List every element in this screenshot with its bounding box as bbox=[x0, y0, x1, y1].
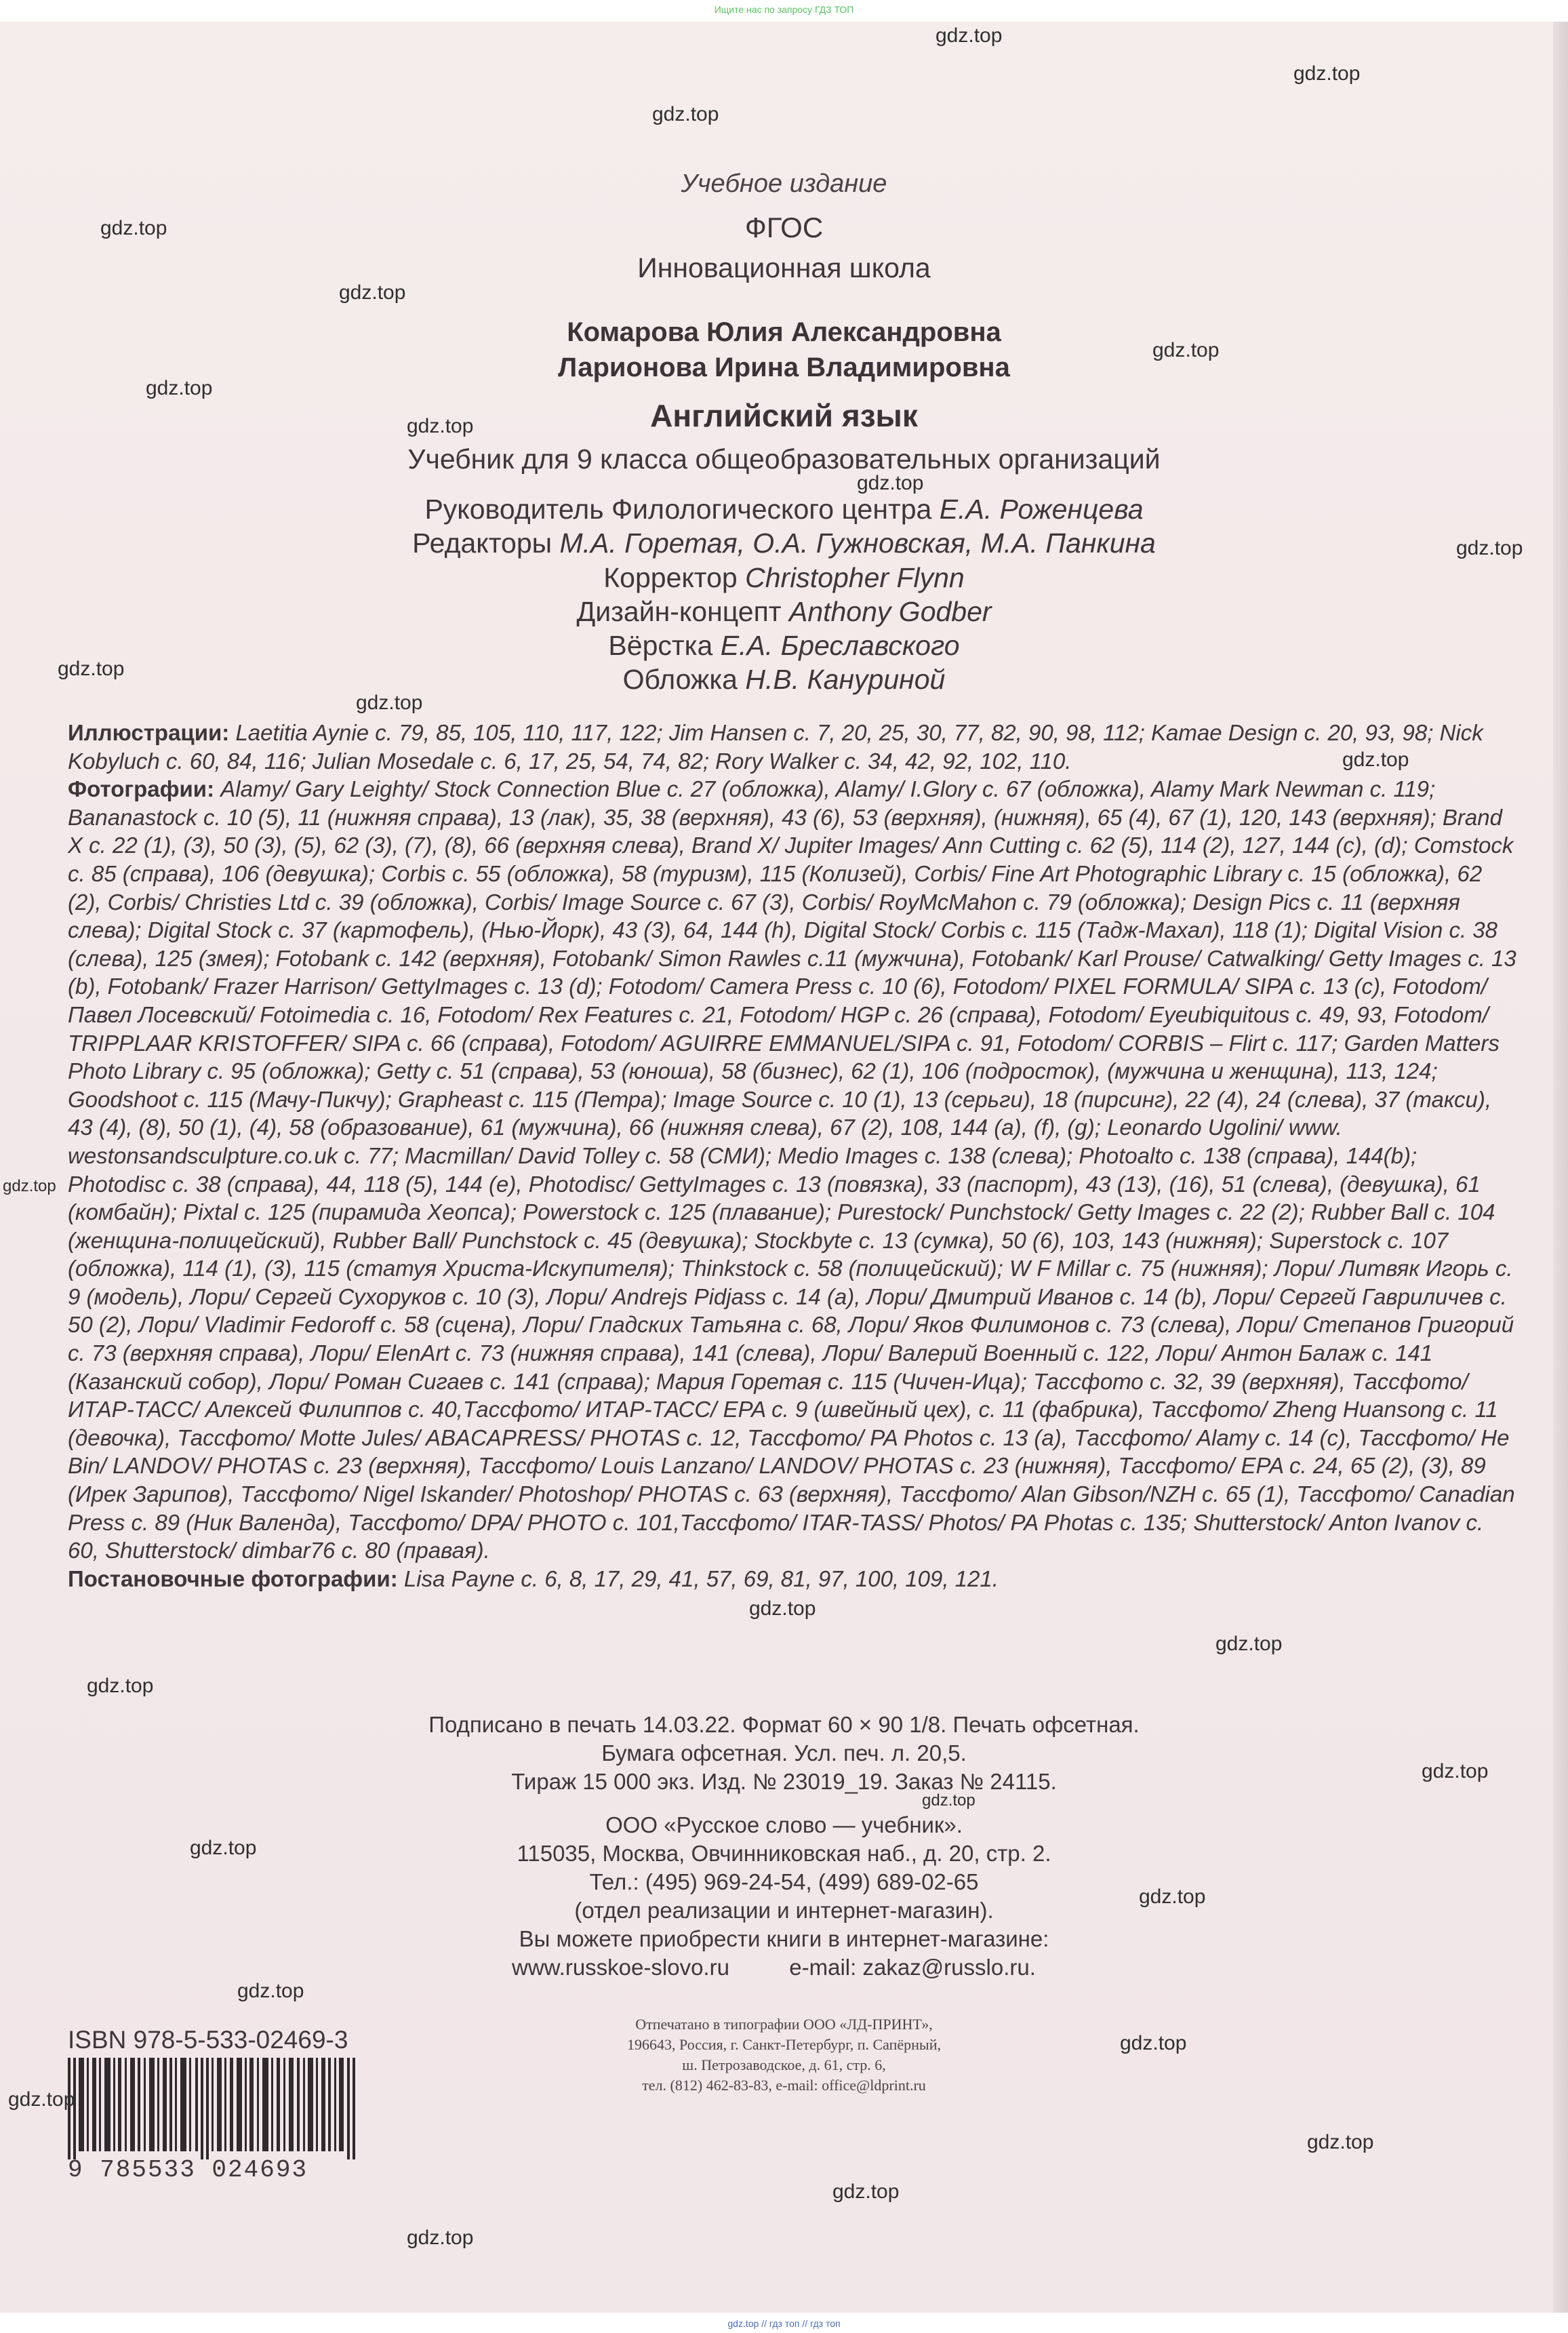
staff-names: Е.А. Бреславского bbox=[720, 630, 960, 661]
credits-block bbox=[68, 719, 1519, 1593]
publisher-dept: (отдел реализации и интернет-магазин). bbox=[574, 1898, 994, 1923]
staff-row bbox=[0, 562, 1568, 594]
watermark-link[interactable]: gdz.top bbox=[1307, 2131, 1374, 2153]
staff-row bbox=[0, 630, 1568, 662]
photos-text: Alamy/ Gary Leighty/ Stock Connection Blue c. 27 (обложка), Alamy/ I.Glory c. 67 (обложка), Alamy Mark Newman c. 119; Bananastock c. 10 (5), 11 (нижняя справа), 13 (лак), 35, 38 (верхняя), 43 (6), 53 (верхняя), (нижняя), 65 (4), 67 (1), 120, 143 (верхняя); Brand X c. 22 (1), (3), 50 (3), (5), 62 (3), (7), (8), 66 (верхняя слева), Brand X/ Jupiter Images/ Ann Cutting c. 62 (5), 114 (2), 127, 144 (c), (d); Comstock c. 85 (справа), 106 (девушка); Corbis c. 55 (обложка), 58 (туризм), 115 (Колизей), Corbis/ Fine Art Photographic Library c. 15 (обложка), 62 (2), Corbis/ Christies Ltd c. 39 (обложка), Corbis/ Image Source c. 67 (3), Corbis/ RoyMcMahon c. 79 (обложка); Design Pics c. 11 (верхняя слева); Digital Stock c. 37 (картофель), (Нью-Йорк), 43 (3), 64, 144 (h), Digital Stock/ Corbis c. 115 (Тадж-Махал), 118 (1); Digital Vision c. 38 (слева), 125 (змея); Fotobank c. 142 (верхняя), Fotobank/ Simon Rawles c.11 (мужчина), Fotobank/ Karl Prouse/ Catwalking/ Getty Images c. 13 (b), Fotobank/ Frazer Harrison/ GettyImages c. 13 (d); Fotodom/ Camera Press c. 10 (6), Fotodom/ PIXEL FORMULA/ SIPA c. 13 (c), Fotodom/ Павел Лосевский/ Fotoimedia c. 16, Fotodom/ Rex Features c. 21, Fotodom/ HGP c. 26 (справа), Fotodom/ Eyeubiquitous c. 49, 93, Fotodom/ TRIPPLAAR KRISTOFFER/ SIPA c. 66 (справа), Fotodom/ AGUIRRE EMMANUEL/SIPA c. 91, Fotodom/ CORBIS – Flirt c. 117; Garden Matters Photo Library c. 95 (обложка); Getty c. 51 (справа), 53 (юноша), 58 (бизнес), 62 (1), 106 (подросток), (мужчина и женщина), 113, 124; Goodshoot c. 115 (Мачу-Пикчу); Grapheast c. 115 (Петра); Image Source c. 10 (1), 13 (серьги), 18 (пирсинг), 22 (4), 24 (слева), 37 (такси), 43 (4), (8), 50 (1), (4), 58 (образование), 61 (мужчина), 66 (нижняя слева), 67 (2), 108, 144 (a), (f), (g); Leonardo Ugolini/ www. westonsandsculpture.co.uk c. 77; Macmillan/ David Tolley c. 58 (СМИ); Medio Images c. 138 (слева); Photoalto c. 138 (справа), 144(b); Photodisc c. 38 (справа), 44, 118 (5), 144 (e), Photodisc/ GettyImages c. 13 (повязка), 33 (паспорт), 43 (13), (16), 51 (слева), (девушка), 61 (комбайн); Pixtal c. 125 (пирамида Хеопса); Powerstock c. 125 (плавание); Purestock/ Punchstock/ Getty Images c. 22 (2); Rubber Ball c. 104 (женщина-полицейский), Rubber Ball/ Punchstock c. 45 (девушка); Stockbyte c. 13 (сумка), 50 (6), 103, 143 (нижняя); Superstock c. 107 (обложка), 114 (1), (3), 115 (статуя Христа-Искупителя); Thinkstock c. 58 (полицейский); W F Millar c. 75 (нижняя); Лори/ Литвяк Игорь с. 9 (модель), Лори/ Сергей Сухоруков с. 10 (3), Лори/ Andrejs Pidjass c. 14 (a), Лори/ Дмитрий Иванов с. 14 (b), Лори/ Сергей Гавриличев с. 50 (2), Лори/ Vladimir Fedoroff c. 58 (сцена), Лори/ Гладских Татьяна с. 68, Лори/ Яков Филимонов с. 73 (слева), Лори/ Степанов Григорий с. 73 (верхняя справа), Лори/ ElenArt c. 73 (нижняя справа), 141 (слева), Лори/ Валерий Военный с. 122, Лори/ Антон Балаж с. 141 (Казанский собор), Лори/ Роман Сигаев с. 141 (справа); Мария Горетая с. 115 (Чичен-Ица); Тассфото с. 32, 39 (верхняя), Тассфото/ ИТАР-ТАСС/ Алексей Филиппов с. 40,Тассфото/ ИТАР-ТАСС/ EPA c. 9 (швейный цех), с. 11 (фабрика), Тассфото/ Zheng Huansong c. 11 (девочка), Тассфото/ Motte Jules/ ABACAPRESS/ PHOTAS c. 12, Тассфото/ PA Photos c. 13 (a), Тассфото/ Alamy c. 14 (c), Тассфото/ He Bin/ LANDOV/ PHOTAS c. 23 (верхняя), Тассфото/ Louis Lanzano/ LANDOV/ PHOTAS c. 23 (нижняя), Тассфото/ EPA c. 24, 65 (2), (3), 89 (Ирек Зарипов), Тассфото/ Nigel Iskander/ Photoshop/ PHOTAS c. 63 (верхняя), Тассфото/ Alan Gibson/NZH c. 65 (1), Тассфото/ Canadian Press c. 89 (Ник Валенда), Тассфото/ DPA/ PHOTO c. 101,Тассфото/ ITAR-TASS/ Photos/ PA Photas c. 135; Shutterstock/ Anton Ivanov c. 60, Shutterstock/ dimbar76 c. 80 (правая). bbox=[68, 776, 1516, 1563]
watermark-link[interactable]: gdz.top bbox=[190, 1837, 257, 1859]
illustrations-credits bbox=[68, 719, 1519, 775]
watermark-link[interactable]: gdz.top bbox=[407, 415, 474, 437]
watermark-link[interactable]: gdz.top bbox=[1422, 1760, 1489, 1782]
watermark-link[interactable]: gdz.top bbox=[936, 24, 1003, 47]
publisher-phone: Тел.: (495) 969-24-54, (499) 689-02-65 bbox=[589, 1869, 979, 1894]
staged-credits bbox=[68, 1565, 1519, 1593]
series-label: Инновационная школа bbox=[637, 252, 931, 283]
watermark-link[interactable]: gdz.top bbox=[1456, 537, 1523, 559]
illustrations-text: Laetitia Aynie c. 79, 85, 105, 110, 117, 122; Jim Hansen c. 7, 20, 25, 30, 77, 82, 90, 98, 112; Kamae Design c. 20, 93, 98; Nick Kobyluch c. 60, 84, 116; Julian Mosedale c. 6, 17, 25, 54, 74, 82; Rory Walker c. 34, 42, 92, 102, 110. bbox=[68, 720, 1483, 774]
staff-role: Корректор bbox=[603, 562, 738, 593]
watermark-link[interactable]: gdz.top bbox=[857, 472, 924, 494]
book-title: Английский язык bbox=[650, 398, 918, 433]
standard-label: ФГОС bbox=[744, 212, 824, 243]
publisher-name: ООО «Русское слово — учебник». bbox=[605, 1812, 963, 1837]
watermark-link[interactable]: gdz.top bbox=[1152, 339, 1220, 361]
staff-role: Обложка bbox=[622, 664, 738, 695]
watermark-link[interactable]: gdz.top bbox=[3, 1177, 56, 1195]
watermark-link[interactable]: gdz.top bbox=[922, 1791, 976, 1810]
staff-names: М.А. Горетая, О.А. Гужновская, М.А. Панкина bbox=[559, 527, 1156, 559]
printer-line: ш. Петрозаводское, д. 61, стр. 6, bbox=[682, 2056, 886, 2073]
page-edge bbox=[1553, 0, 1568, 2333]
photos-label: Фотографии: bbox=[68, 776, 215, 802]
staff-row bbox=[0, 527, 1568, 559]
footer-banner[interactable]: gdz.top // гдз топ // гдз топ bbox=[727, 2318, 841, 2329]
staged-text: Lisa Payne c. 6, 8, 17, 29, 41, 57, 69, 81, 97, 100, 109, 121. bbox=[403, 1566, 999, 1591]
watermark-link[interactable]: gdz.top bbox=[100, 217, 167, 239]
watermark-link[interactable]: gdz.top bbox=[1120, 2032, 1187, 2054]
imprint-line: Бумага офсетная. Усл. печ. л. 20,5. bbox=[601, 1740, 967, 1766]
publisher-site-link[interactable]: www.russkoe-slovo.ru bbox=[512, 1955, 729, 1980]
photos-credits bbox=[68, 775, 1519, 1565]
watermark-link[interactable]: gdz.top bbox=[407, 2227, 474, 2249]
watermark-link[interactable]: gdz.top bbox=[237, 1980, 304, 2002]
watermark-link[interactable]: gdz.top bbox=[749, 1597, 816, 1620]
staff-names: Н.В. Кануриной bbox=[745, 664, 946, 695]
watermark-link[interactable]: gdz.top bbox=[1139, 1886, 1206, 1908]
book-subtitle: Учебник для 9 класса общеобразовательных организаций bbox=[407, 443, 1161, 475]
watermark-link[interactable]: gdz.top bbox=[1342, 749, 1409, 771]
staff-names: Anthony Godber bbox=[788, 596, 992, 627]
printer-line: тел. (812) 462-83-83, e-mail: office@ldprint.ru bbox=[642, 2077, 926, 2094]
isbn: ISBN 978-5-533-02469-3 bbox=[68, 2026, 348, 2054]
watermark-link[interactable]: gdz.top bbox=[652, 103, 719, 125]
top-banner[interactable]: Ищите нас по запросу ГДЗ ТОП bbox=[714, 4, 854, 15]
watermark-link[interactable]: gdz.top bbox=[1293, 62, 1361, 85]
watermark-link[interactable]: gdz.top bbox=[339, 281, 406, 304]
watermark-link[interactable]: gdz.top bbox=[356, 692, 423, 714]
staff-role: Дизайн-концепт bbox=[576, 596, 782, 627]
watermark-link[interactable]: gdz.top bbox=[8, 2088, 75, 2111]
author-1: Комарова Юлия Александровна bbox=[567, 317, 1001, 347]
staff-role: Вёрстка bbox=[608, 630, 713, 661]
barcode-digits: 9 785533 024693 bbox=[68, 2156, 308, 2184]
publisher-contacts bbox=[512, 1955, 1461, 1980]
watermark-link[interactable]: gdz.top bbox=[58, 658, 125, 680]
publisher-store: Вы можете приобрести книги в интернет-магазине: bbox=[519, 1926, 1049, 1951]
staff-row bbox=[0, 494, 1568, 525]
imprint-line: Подписано в печать 14.03.22. Формат 60 × 90 1/8. Печать офсетная. bbox=[428, 1712, 1140, 1737]
printer-line: Отпечатано в типографии ООО «ЛД-ПРИНТ», bbox=[635, 2016, 933, 2033]
publisher-email-link[interactable]: e-mail: zakaz@russlo.ru. bbox=[789, 1955, 1036, 1980]
staff-names: Е.А. Роженцева bbox=[939, 494, 1144, 525]
staff-role: Руководитель Филологического центра bbox=[424, 494, 932, 525]
watermark-link[interactable]: gdz.top bbox=[87, 1675, 154, 1697]
staff-row bbox=[0, 596, 1568, 628]
staff-role: Редакторы bbox=[412, 527, 552, 559]
barcode-image bbox=[68, 2058, 366, 2159]
watermark-link[interactable]: gdz.top bbox=[146, 377, 213, 399]
staff-row bbox=[0, 664, 1568, 696]
watermark-link[interactable]: gdz.top bbox=[1215, 1633, 1283, 1655]
illustrations-label: Иллюстрации: bbox=[68, 720, 230, 745]
imprint-line: Тираж 15 000 экз. Изд. № 23019_19. Заказ № 24115. bbox=[511, 1769, 1057, 1794]
printer-line: 196643, Россия, г. Санкт-Петербург, п. Сапёрный, bbox=[627, 2036, 941, 2053]
publisher-address: 115035, Москва, Овчинниковская наб., д. 20, стр. 2. bbox=[517, 1841, 1051, 1866]
author-2: Ларионова Ирина Владимировна bbox=[558, 353, 1010, 382]
staged-label: Постановочные фотографии: bbox=[68, 1566, 398, 1591]
edition-label: Учебное издание bbox=[681, 170, 887, 198]
staff-names: Christopher Flynn bbox=[745, 562, 965, 593]
watermark-link[interactable]: gdz.top bbox=[832, 2180, 900, 2203]
